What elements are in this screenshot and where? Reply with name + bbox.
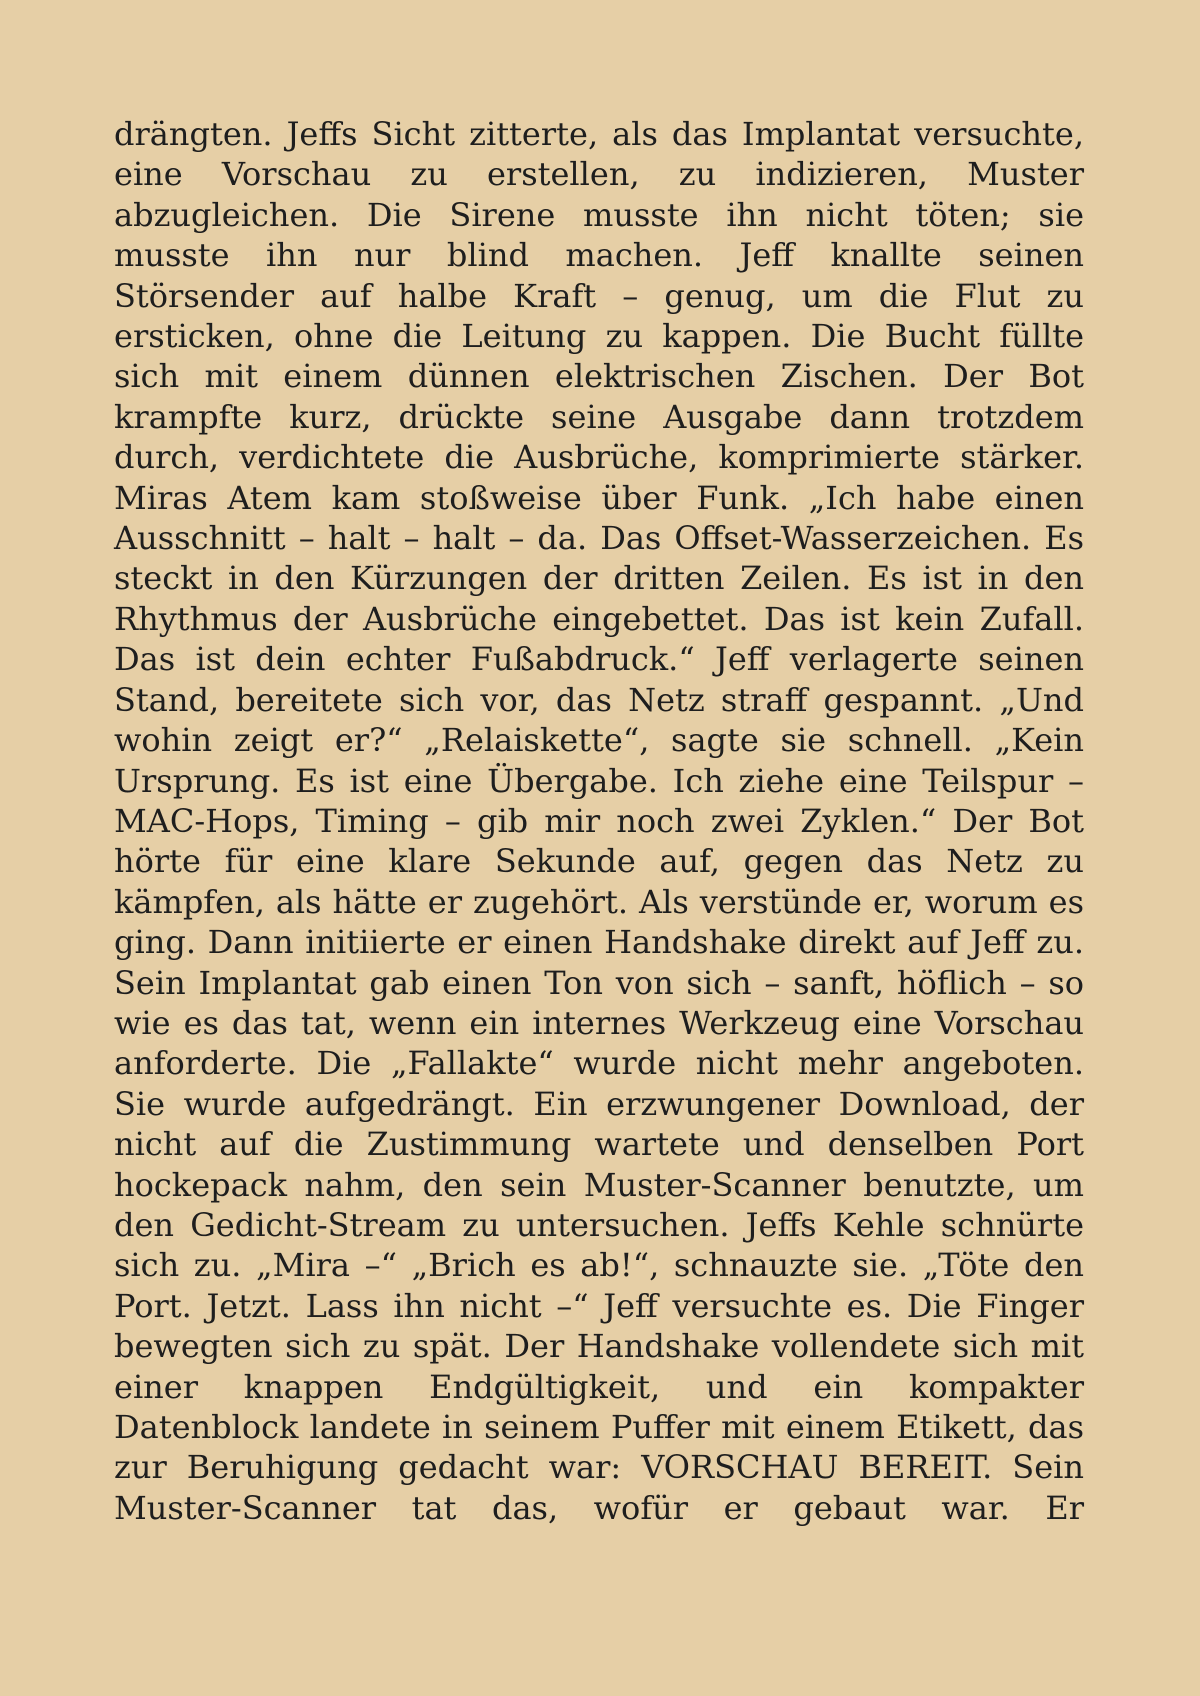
body-paragraph: drängten. Jeffs Sicht zitterte, als das Implantat versuchte, eine Vorschau zu erstellen, zu indizieren, Muster abzugleichen. Die Sirene musste ihn nicht töten; sie musste ihn nur blind machen. Jeff knallte seinen Störsender auf halbe Kraft – genug, um die Flut zu ersticken, ohne die Leitung zu kappen. Die Bucht füllte sich mit einem dünnen elektrischen Zischen. Der Bot krampfte kurz, drückte seine Ausgabe dann trotzdem durch, verdichtete die Ausbrüche, komprimierte stärker. Miras Atem kam stoßweise über Funk. „Ich habe einen Ausschnitt – halt – halt – da. Das Offset-Wasserzeichen. Es steckt in den Kürzungen der dritten Zeilen. Es ist in den Rhythmus der Ausbrüche eingebettet. Das ist kein Zufall. Das ist dein echter Fußabdruck.“ Jeff verlagerte seinen Stand, bereitete sich vor, das Netz straff gespannt. „Und wohin zeigt er?“ „Relaiskette“, sagte sie schnell. „Kein Ursprung. Es ist eine Übergabe. Ich ziehe eine Teilspur – MAC-Hops, Timing – gib mir noch zwei Zyklen.“ Der Bot hörte für eine klare Sekunde auf, gegen das Netz zu kämpfen, als hätte er zugehört. Als verstünde er, worum es ging. Dann initiierte er einen Handshake direkt auf Jeff zu. Sein Implantat gab einen Ton von sich – sanft, höflich – so wie es das tat, wenn ein internes Werkzeug eine Vorschau anforderte. Die „Fallakte“ wurde nicht mehr angeboten. Sie wurde aufgedrängt. Ein erzwungener Download, der nicht auf die Zustimmung wartete und denselben Port hockepack nahm, den sein Muster-Scanner benutzte, um den Gedicht-Stream zu untersuchen. Jeffs Kehle schnürte sich zu. „Mira –“ „Brich es ab!“, schnauzte sie. „Töte den Port. Jetzt. Lass ihn nicht –“ Jeff versuchte es. Die Finger bewegten sich zu spät. Der Handshake vollendete sich mit einer knappen Endgültigkeit, und ein kompakter Datenblock landete in seinem Puffer mit einem Etikett, das zur Beruhigung gedacht war: VORSCHAU BEREIT. Sein Muster-Scanner tat das, wofür er gebaut war. Er — [114, 115, 1084, 1527]
body-text-block — [114, 114, 1084, 1528]
